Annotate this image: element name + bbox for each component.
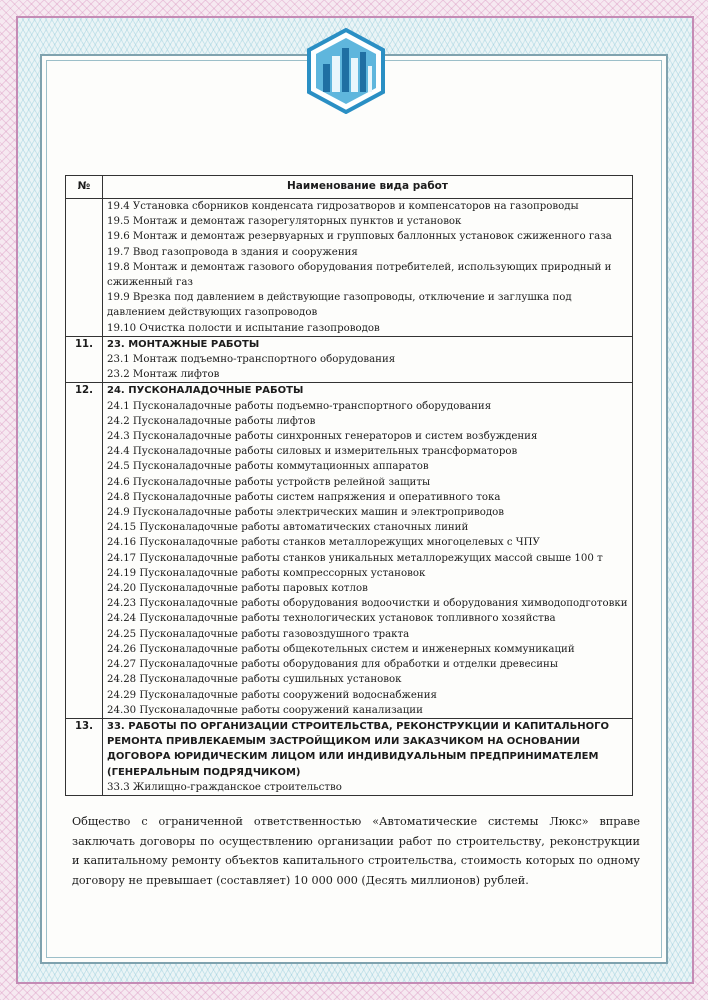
work-item: 19.5 Монтаж и демонтаж газорегуляторных пунктов и установок xyxy=(107,216,462,228)
row-content xyxy=(103,199,633,337)
work-item: 24.19 Пусконаладочные работы компрессорных установок xyxy=(107,567,426,579)
work-item: 24.16 Пусконаладочные работы станков металлорежущих многоцелевых с ЧПУ xyxy=(107,537,540,549)
work-item: 24.8 Пусконаладочные работы систем напряжения и оперативного тока xyxy=(107,491,501,503)
work-item: 24.28 Пусконаладочные работы сушильных установок xyxy=(107,674,402,686)
section-title: 33. РАБОТЫ ПО ОРГАНИЗАЦИИ СТРОИТЕЛЬСТВА, РЕКОНСТРУКЦИИ И КАПИТАЛЬНОГО РЕМОНТА ПРИВЛЕКАЕМЫМ ЗАСТРОЙЩИКОМ ИЛИ ЗАКАЗЧИКОМ НА ОСНОВАНИИ ДОГОВОРА ЮРИДИЧЕСКИМ ЛИЦОМ ИЛИ ИНДИВИДУАЛЬНЫМ ПРЕДПРИНИМАТЕЛЕМ (ГЕНЕРАЛЬНЫМ ПОДРЯДЧИКОМ) xyxy=(107,720,609,778)
work-item: 24.29 Пусконаладочные работы сооружений водоснабжения xyxy=(107,689,437,701)
row-content xyxy=(103,718,633,795)
work-item: 24.5 Пусконаладочные работы коммутационных аппаратов xyxy=(107,461,429,473)
work-item: 24.9 Пусконаладочные работы электрических машин и электроприводов xyxy=(107,507,504,519)
work-item: 19.9 Врезка под давлением в действующие газопроводы, отключение и заглушка под давлением действующих газопроводов xyxy=(107,292,572,319)
row-number: 13. xyxy=(66,718,103,795)
work-item: 24.15 Пусконаладочные работы автоматических станочных линий xyxy=(107,522,469,534)
work-item: 24.25 Пусконаладочные работы газовоздушного тракта xyxy=(107,628,410,640)
work-item: 19.10 Очистка полости и испытание газопроводов xyxy=(107,322,380,334)
header-number: № xyxy=(66,176,103,199)
table-row xyxy=(66,199,633,337)
work-item: 19.4 Установка сборников конденсата гидрозатворов и компенсаторов на газопроводы xyxy=(107,201,579,212)
work-item: 24.3 Пусконаладочные работы синхронных генераторов и систем возбуждения xyxy=(107,431,538,443)
row-content xyxy=(103,383,633,718)
work-item: 33.3 Жилищно-гражданское строительство xyxy=(107,781,342,793)
section-title: 24. ПУСКОНАЛАДОЧНЫЕ РАБОТЫ xyxy=(107,385,304,397)
header-work-name: Наименование вида работ xyxy=(103,176,633,199)
work-item: 23.2 Монтаж лифтов xyxy=(107,369,220,381)
row-content xyxy=(103,336,633,383)
work-item: 24.2 Пусконаладочные работы лифтов xyxy=(107,415,316,427)
work-item: 24.30 Пусконаладочные работы сооружений канализации xyxy=(107,704,423,716)
table-row xyxy=(66,336,633,383)
work-item: 19.6 Монтаж и демонтаж резервуарных и групповых баллонных установок сжиженного газа xyxy=(107,231,612,243)
section-title: 23. МОНТАЖНЫЕ РАБОТЫ xyxy=(107,338,260,350)
table-row xyxy=(66,383,633,718)
work-item: 24.23 Пусконаладочные работы оборудования водоочистки и оборудования химводоподготовки xyxy=(107,598,628,610)
work-item: 24.24 Пусконаладочные работы технологических установок топливного хозяйства xyxy=(107,613,556,625)
work-item: 24.17 Пусконаладочные работы станков уникальных металлорежущих массой свыше 100 т xyxy=(107,552,603,564)
work-item: 23.1 Монтаж подъемно-транспортного оборудования xyxy=(107,354,396,366)
footer-statement: Общество с ограниченной ответственностью «Автоматические системы Люкс» вправе заключать договоры по осуществлению организации работ по строительству, реконструкции и капитальному ремонту объектов капитального строительства, стоимость которых по одному договору не превышает (составляет) 10 000 000 (Десять миллионов) рублей. xyxy=(72,815,640,887)
row-number: 11. xyxy=(66,336,103,383)
work-item: 24.6 Пусконаладочные работы устройств релейной защиты xyxy=(107,476,431,488)
work-item: 24.26 Пусконаладочные работы общекотельных систем и инженерных коммуникаций xyxy=(107,643,575,655)
work-item: 19.8 Монтаж и демонтаж газового оборудования потребителей, использующих природный и сжиженный газ xyxy=(107,261,612,289)
work-item: 24.4 Пусконаладочные работы силовых и измерительных трансформаторов xyxy=(107,446,518,458)
table-header-row xyxy=(66,176,633,199)
work-item: 24.27 Пусконаладочные работы оборудования для обработки и отделки древесины xyxy=(107,659,558,671)
table-row xyxy=(66,718,633,795)
row-number xyxy=(66,199,103,337)
city-skyline-logo xyxy=(303,28,389,114)
row-number: 12. xyxy=(66,383,103,718)
works-table xyxy=(65,175,633,796)
work-item: 24.20 Пусконаладочные работы паровых котлов xyxy=(107,583,368,595)
work-item: 19.7 Ввод газопровода в здания и сооружения xyxy=(107,246,358,258)
work-item: 24.1 Пусконаладочные работы подъемно-транспортного оборудования xyxy=(107,400,492,412)
